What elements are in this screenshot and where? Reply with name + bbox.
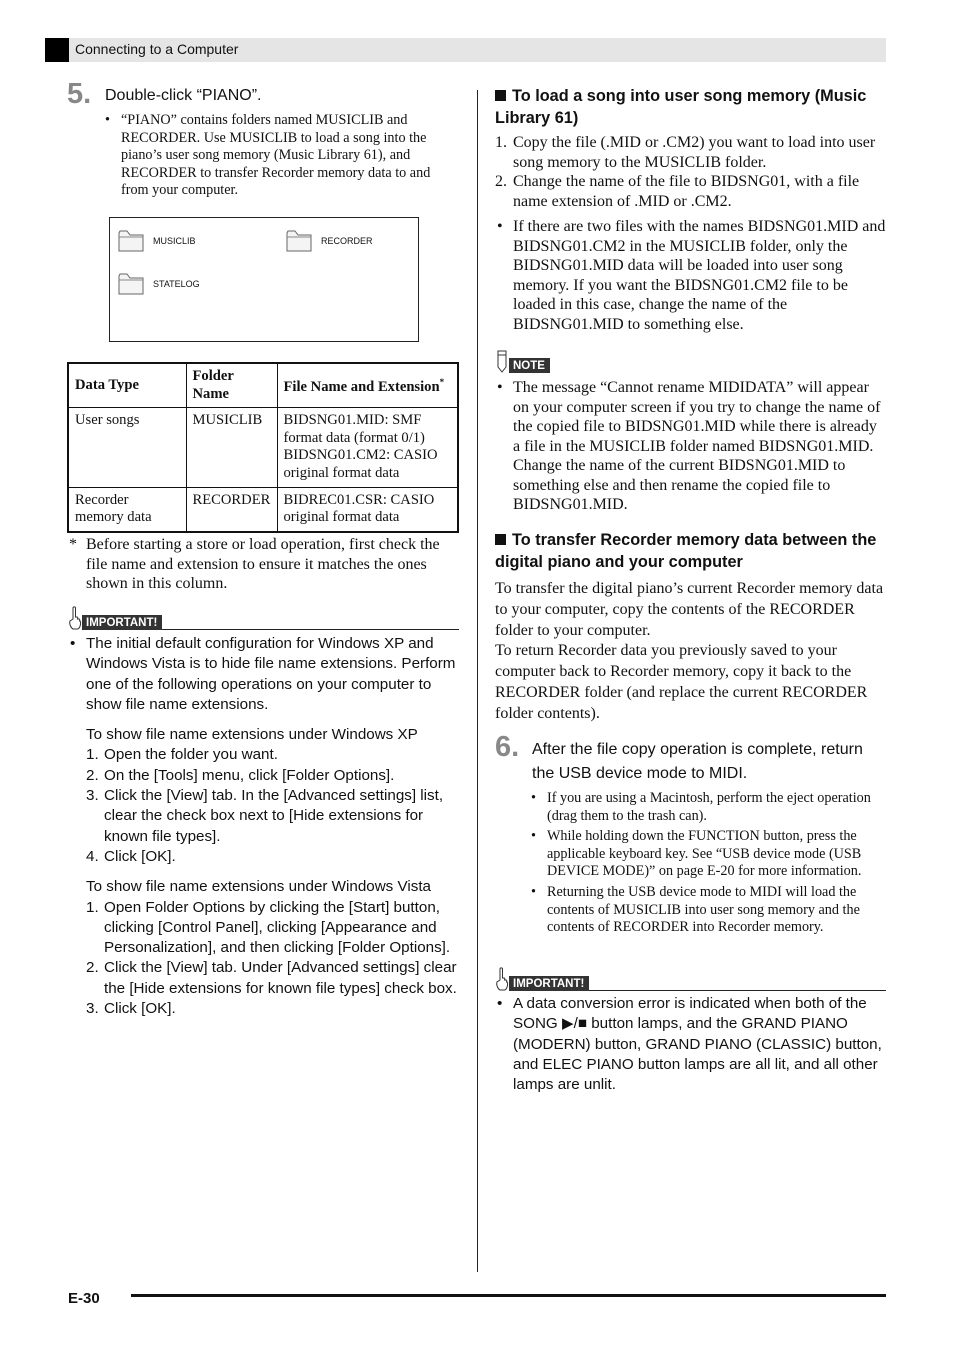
footnote-marker: *	[69, 536, 77, 553]
footer-rule	[131, 1294, 886, 1297]
table-row	[68, 487, 458, 532]
header-marker	[45, 38, 69, 62]
page-number: E-30	[68, 1290, 100, 1307]
folder-label: MUSICLIB	[153, 235, 196, 246]
table-footnote	[68, 535, 460, 594]
file-type-table	[67, 362, 459, 533]
pencil-icon	[495, 349, 509, 373]
folder-statelog[interactable]	[117, 270, 200, 297]
xp-steps	[68, 745, 460, 867]
cell-files: BIDREC01.CSR: CASIO original format data	[277, 487, 458, 532]
step-5-note	[103, 112, 459, 200]
vista-step: 1. Open Folder Options by clicking the [Start] button, clicking [Control Panel], clicking [Appearance and Personalization], and then clicking [Folder Options].	[86, 898, 451, 957]
cell-file-line: BIDSNG01.CM2: CASIO original format data	[283, 447, 438, 481]
transfer-para-2: To return Recorder data you previously saved to your computer back to Recorder memory, copy it back to the RECORDER folder (and replace the current RECORDER folder contents).	[495, 642, 868, 722]
square-bullet-icon	[495, 90, 506, 101]
load-section-heading: To load a song into user song memory (Music Library 61)	[495, 87, 867, 127]
transfer-section-heading: To transfer Recorder memory data between the digital piano and your computer	[495, 531, 877, 571]
important-rule	[162, 629, 459, 630]
note-label	[495, 349, 550, 373]
note-bullet: • The message “Cannot rename MIDIDATA” will appear on your computer screen if you try to change the name of the copied file to BIDSNG01.MID while there is already a file in the MUSICLIB folder named BIDSNG01.MID. Change the name of the current BIDSNG01.MID to something else and then rename the copied file to BIDSNG01.MID.	[495, 378, 886, 515]
table-row	[68, 408, 458, 487]
vista-step: 3. Click [OK].	[86, 1000, 176, 1018]
step-6-bullets	[529, 790, 886, 937]
header-file-name-text: File Name and Extension	[283, 379, 440, 396]
note-tag: NOTE	[509, 358, 550, 373]
header-folder-name: Folder Name	[186, 363, 277, 408]
hand-pointer-icon	[495, 967, 509, 991]
xp-step: 3. Click the [View] tab. In the [Advanced settings] list, clear the check box next to [Hide extensions for known file types].	[86, 787, 444, 845]
important-tag: IMPORTANT!	[82, 615, 162, 630]
important-label	[68, 606, 459, 630]
step-6-bullet: • While holding down the FUNCTION button, press the applicable keyboard key. See “USB device mode (USB DEVICE MODE)” on page E-20 for more information.	[529, 828, 886, 881]
cell-data-type: User songs	[68, 408, 186, 487]
xp-title: To show file name extensions under Windows XP	[86, 726, 418, 744]
footnote-mark: *	[439, 377, 445, 388]
load-step: 2. Change the name of the file to BIDSNG01, with a file name extension of .MID or .CM2.	[495, 173, 860, 210]
column-divider	[477, 90, 478, 1272]
vista-step: 2. Click the [View] tab. Under [Advanced settings] clear the [Hide extensions for known file types] check box.	[86, 959, 457, 997]
step-6-text: After the file copy operation is complete, return the USB device mode to MIDI.	[532, 741, 863, 782]
folder-label: RECORDER	[321, 235, 373, 246]
important-2-bullet: • A data conversion error is indicated when both of the SONG ▶/■ button lamps, and the GRAND PIANO (MODERN) button, GRAND PIANO (CLASSIC) button, and ELEC PIANO button lamps are all lit, and all other lamps are unlit.	[495, 994, 886, 1095]
transfer-section-body	[495, 579, 886, 725]
important-1-body	[68, 634, 460, 1019]
xp-step: 2. On the [Tools] menu, click [Folder Options].	[86, 766, 395, 784]
important-rule	[589, 990, 886, 991]
header-data-type: Data Type	[68, 363, 186, 408]
cell-data-type: Recorder memory data	[68, 487, 186, 532]
step-5-number: 5.	[67, 78, 92, 110]
transfer-para-1: To transfer the digital piano’s current Recorder memory data to your computer, copy the contents of the RECORDER folder to your computer.	[495, 580, 884, 639]
note-body	[495, 378, 886, 515]
vista-steps	[68, 898, 460, 1020]
folder-label: STATELOG	[153, 278, 200, 289]
step-6-bullet: • If you are using a Macintosh, perform the eject operation (drag them to the trash can).	[529, 790, 886, 825]
load-step: 1. Copy the file (.MID or .CM2) you want to load into user song memory to the MUSICLIB folder.	[495, 134, 876, 171]
load-section-body	[495, 133, 886, 334]
footnote-text: Before starting a store or load operation, first check the file name and extension to ensure it matches the ones shown in this column.	[86, 536, 440, 592]
important-1-bullet: • The initial default configuration for Windows XP and Windows Vista is to hide file name extensions. Perform one of the following operations on your computer to show file name extensions.	[68, 634, 460, 715]
table-header-row	[68, 363, 458, 408]
load-steps	[495, 133, 886, 211]
important-tag: IMPORTANT!	[509, 976, 589, 991]
cell-folder: MUSICLIB	[186, 408, 277, 487]
folder-icon	[117, 270, 147, 297]
folder-icon	[117, 227, 147, 254]
load-bullet: • If there are two files with the names BIDSNG01.MID and BIDSNG01.CM2 in the MUSICLIB folder, only the BIDSNG01.MID data will be loaded into user song memory. If you want the BIDSNG01.CM2 file to be loaded in this case, change the name of the BIDSNG01.MID to something else.	[495, 217, 886, 334]
folder-window-screenshot	[109, 217, 419, 342]
step-6-bullet: • Returning the USB device mode to MIDI will load the contents of MUSICLIB into user song memory and the contents of RECORDER into Recorder memory.	[529, 884, 886, 937]
cell-files	[277, 408, 458, 487]
important-2-body	[495, 994, 886, 1095]
xp-step: 1. Open the folder you want.	[86, 746, 278, 764]
header-title: Connecting to a Computer	[75, 41, 239, 57]
folder-recorder[interactable]	[285, 227, 373, 254]
important-label	[495, 967, 886, 991]
step-5-text: Double-click “PIANO”.	[105, 87, 262, 104]
folder-musiclib[interactable]	[117, 227, 196, 254]
hand-pointer-icon	[68, 606, 82, 630]
vista-title: To show file name extensions under Windows Vista	[86, 878, 431, 896]
cell-folder: RECORDER	[186, 487, 277, 532]
cell-file-line: BIDSNG01.MID: SMF format data (format 0/1)	[283, 412, 425, 446]
square-bullet-icon	[495, 534, 506, 545]
folder-icon	[285, 227, 315, 254]
step-5-bullet: • “PIANO” contains folders named MUSICLIB and RECORDER. Use MUSICLIB to load a song into the piano’s user song memory (Music Library 61), and RECORDER to transfer Recorder memory data to and from your computer.	[103, 112, 459, 200]
header-file-name	[277, 363, 458, 408]
step-6-number: 6.	[495, 731, 520, 763]
xp-step: 4. Click [OK].	[86, 847, 176, 865]
